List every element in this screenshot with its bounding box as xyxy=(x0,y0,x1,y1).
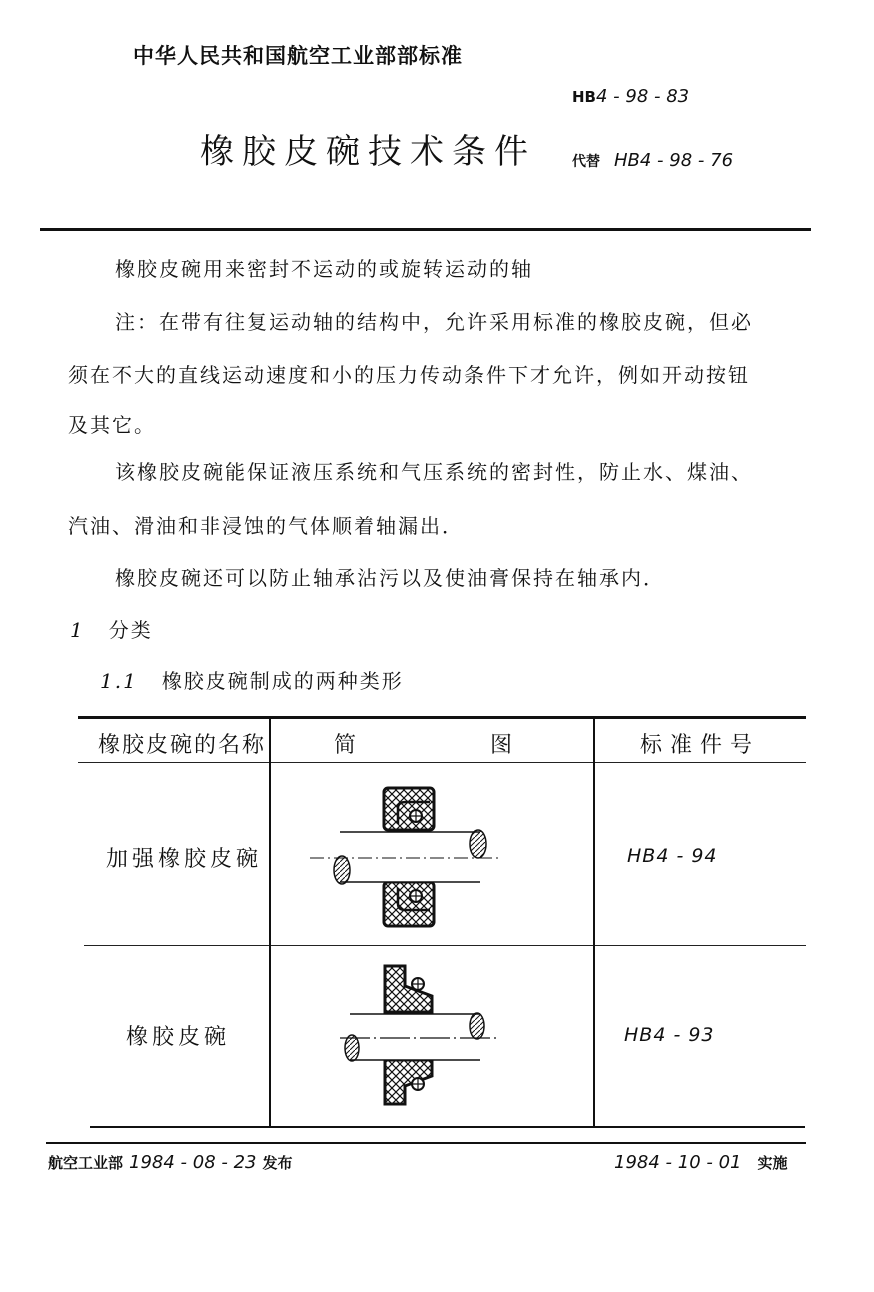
footer-effective-label: 实施 xyxy=(757,1154,788,1172)
section-1-title: 分类 xyxy=(108,618,153,642)
section-1-1-heading xyxy=(100,665,404,694)
standard-prefix: HB xyxy=(572,88,596,106)
footer-issue xyxy=(48,1152,293,1173)
paragraph-bearing: 橡胶皮碗还可以防止轴承沾污以及使油膏保持在轴承内． xyxy=(115,566,665,590)
table-row-2-standard: HB4 - 93 xyxy=(624,1024,715,1046)
table-row-2-name: 橡胶皮碗 xyxy=(126,1025,231,1050)
paragraph-note-line1: 注：在带有往复运动轴的结构中，允许采用标准的橡胶皮碗，但必 xyxy=(115,310,753,334)
section-1-heading xyxy=(70,614,153,643)
standard-number-value: 4 - 98 - 83 xyxy=(596,86,690,107)
table-header-diagram-2: 图 xyxy=(490,733,515,758)
footer-effective-date: 1984 - 10 - 01 xyxy=(614,1152,742,1173)
header-divider xyxy=(40,228,811,231)
paragraph-sealing-line1: 该橡胶皮碗能保证液压系统和气压系统的密封性，防止水、煤油、 xyxy=(115,460,753,484)
section-1-1-number: 1.1 xyxy=(100,669,138,693)
footer-divider xyxy=(46,1142,806,1144)
footer-issuer: 航空工业部 xyxy=(48,1154,124,1172)
table-top-border xyxy=(78,716,806,719)
document-title: 橡胶皮碗技术条件 xyxy=(200,132,536,172)
table-row-divider xyxy=(84,945,806,946)
footer-issue-date: 1984 - 08 - 23 xyxy=(129,1152,257,1173)
paragraph-sealing-line2: 汽油、滑油和非浸蚀的气体顺着轴漏出． xyxy=(68,514,464,538)
table-header-diagram-1: 简 xyxy=(334,733,359,758)
table-row-1-standard: HB4 - 94 xyxy=(627,845,718,867)
issuing-organization: 中华人民共和国航空工业部部标准 xyxy=(133,44,463,68)
table-header-standard: 标准件号 xyxy=(640,733,761,758)
replaces-label: 代替 xyxy=(572,154,600,170)
table-header-divider xyxy=(78,762,806,763)
rubber-seal-diagram-icon xyxy=(320,960,520,1110)
section-1-1-title: 橡胶皮碗制成的两种类形 xyxy=(161,669,404,693)
paragraph-purpose: 橡胶皮碗用来密封不运动的或旋转运动的轴 xyxy=(115,257,533,281)
standard-number xyxy=(572,86,689,107)
paragraph-note-line3: 及其它。 xyxy=(68,413,156,437)
table-column-divider-1 xyxy=(269,716,271,1128)
reinforced-seal-diagram-icon xyxy=(300,782,510,932)
table-column-divider-2 xyxy=(593,718,595,1128)
footer-effective xyxy=(614,1152,788,1173)
table-header-name: 橡胶皮碗的名称 xyxy=(98,733,267,758)
paragraph-note-line2: 须在不大的直线运动速度和小的压力传动条件下才允许，例如开动按钮 xyxy=(68,363,750,387)
replaces-standard xyxy=(572,150,733,171)
section-1-number: 1 xyxy=(70,618,85,642)
replaces-number: HB4 - 98 - 76 xyxy=(614,150,734,171)
table-bottom-border xyxy=(90,1126,805,1128)
footer-issue-label: 发布 xyxy=(262,1154,293,1172)
table-row-1-name: 加强橡胶皮碗 xyxy=(106,847,263,872)
